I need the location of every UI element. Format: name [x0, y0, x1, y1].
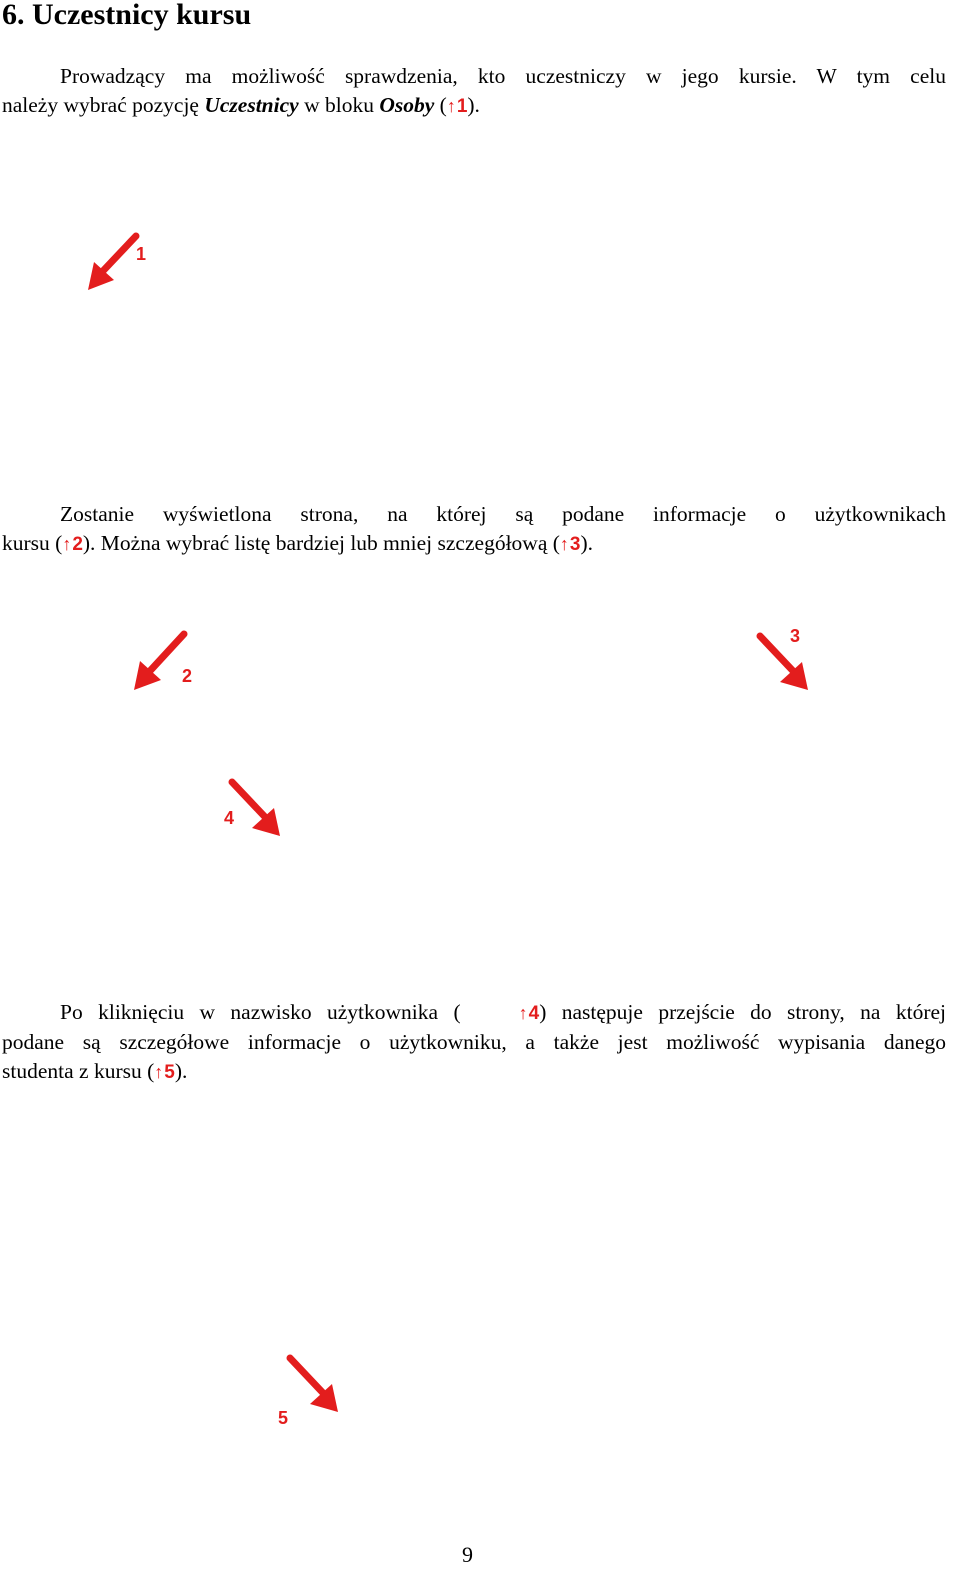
- text-run: w bloku: [298, 93, 380, 117]
- arrow-down-right-icon: [286, 1354, 346, 1416]
- paragraph-1-line-2: [2, 91, 946, 121]
- reference-1: [447, 96, 468, 117]
- page-number: 9: [462, 1542, 473, 1567]
- paragraph-3-line-2: podane są szczegółowe informacje o użytkowniku, a także jest możliwość wypisania danego: [2, 1030, 946, 1054]
- up-arrow-icon: ↑: [518, 1003, 528, 1023]
- marker-number: 4: [224, 808, 235, 828]
- marker-number: 2: [182, 666, 193, 686]
- reference-5: [154, 1062, 175, 1083]
- paragraph-1: [2, 62, 946, 121]
- emphasis-uczestnicy: Uczestnicy: [204, 93, 299, 117]
- paragraph-2: [2, 500, 946, 559]
- up-arrow-icon: ↑: [559, 534, 569, 554]
- paragraph-3-line-1: [2, 998, 946, 1028]
- arrow-down-left-icon: [88, 232, 140, 294]
- reference-3: [560, 534, 581, 555]
- text-run: Po kliknięciu w nazwisko użytkownika (: [60, 1000, 461, 1024]
- paragraph-2-line-1: Zostanie wyświetlona strona, na której są podane informacje o użytkownikach: [60, 502, 946, 526]
- reference-number: 5: [164, 1062, 175, 1083]
- paragraph-1-line-1: Prowadzący ma możliwość sprawdzenia, kto uczestniczy w jego kursie. W tym celu: [60, 64, 946, 88]
- text-run: kursu (: [2, 531, 63, 555]
- reference-number: 1: [456, 96, 468, 117]
- marker-number: 1: [136, 244, 147, 264]
- marker-number: 3: [790, 626, 801, 646]
- text-run: ).: [174, 1059, 188, 1083]
- paragraph-2-line-2: [2, 529, 946, 559]
- text-run: studenta z kursu (: [2, 1059, 155, 1083]
- text-run: (: [434, 93, 447, 117]
- text-run: należy wybrać pozycję: [2, 93, 205, 117]
- reference-number: 3: [569, 534, 581, 555]
- up-arrow-icon: ↑: [154, 1062, 164, 1082]
- paragraph-3: [2, 998, 946, 1087]
- emphasis-osoby: Osoby: [379, 93, 435, 117]
- text-run: ).: [467, 93, 480, 117]
- up-arrow-icon: ↑: [446, 96, 456, 116]
- reference-4: [461, 1003, 540, 1024]
- text-run: ) następuje przejście do strony, na której: [539, 1000, 946, 1024]
- text-run: ).: [580, 531, 594, 555]
- paragraph-3-line-3: [2, 1057, 946, 1087]
- arrow-down-right-icon: [228, 778, 288, 840]
- up-arrow-icon: ↑: [62, 534, 72, 554]
- section-heading: 6. Uczestnicy kursu: [2, 0, 252, 31]
- text-run: ). Można wybrać listę bardziej lub mniej szczegółową (: [82, 531, 560, 555]
- reference-number: 4: [528, 1003, 540, 1024]
- marker-number: 5: [278, 1408, 289, 1428]
- arrow-down-right-icon: [756, 632, 812, 698]
- reference-number: 2: [72, 534, 83, 555]
- reference-2: [62, 534, 83, 555]
